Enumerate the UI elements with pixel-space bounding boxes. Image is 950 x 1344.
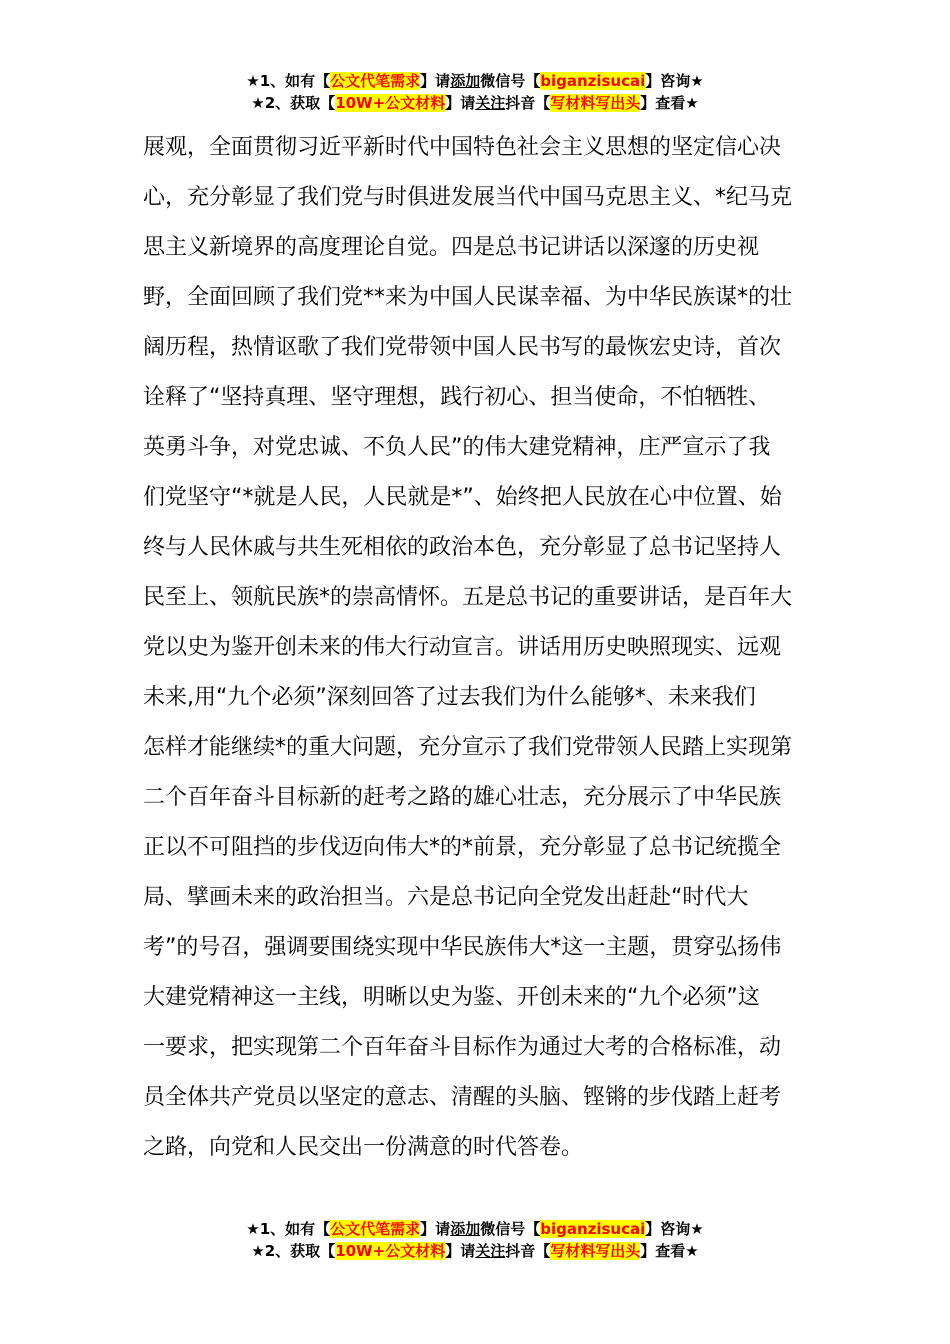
banner-line-2-mid2: 抖音【 (505, 94, 551, 112)
body-line: 未来,用“九个必须”深刻回答了过去我们为什么能够*、未来我们 (143, 685, 756, 710)
body-line: 思主义新境界的高度理论自觉。四是总书记讲话以深邃的历史视 (143, 235, 760, 260)
banner-line-1 (0, 70, 950, 92)
body-line: 民至上、领航民族*的崇高情怀。五是总书记的重要讲话，是百年大 (143, 585, 793, 610)
footer-highlight-service: 公文代笔需求 (330, 1220, 421, 1238)
footer-underline-add: 添加 (450, 1220, 481, 1238)
body-line: 局、擘画未来的政治担当。六是总书记向全党发出赶赴“时代大 (143, 885, 749, 910)
body-line: 诠释了“坚持真理、坚守理想，践行初心、担当使命，不怕牺牲、 (143, 385, 771, 410)
banner-underline-add: 添加 (450, 72, 481, 90)
body-line: 员全体共产党员以坚定的意志、清醒的头脑、铿锵的步伐踏上赶考 (143, 1085, 782, 1110)
body-line: 们党坚守“*就是人民，人民就是*”、始终把人民放在心中位置、始 (143, 485, 782, 510)
footer-line-2-prefix: ★2、获取【 (251, 1242, 336, 1260)
body-line: 考”的号召，强调要围绕实现中华民族伟大*这一主题，贯穿弘扬伟 (143, 935, 782, 960)
body-line: 大建党精神这一主线，明晰以史为鉴、开创未来的“九个必须”这 (143, 985, 760, 1010)
banner-line-1-mid2: 微信号【 (480, 72, 541, 90)
body-line: 一要求，把实现第二个百年奋斗目标作为通过大考的合格标准，动 (143, 1035, 782, 1060)
header-banner (0, 70, 950, 114)
footer-line-1-mid: 】请 (420, 1220, 451, 1238)
document-body (143, 123, 813, 1173)
banner-line-2 (0, 92, 950, 114)
footer-highlight-wechat-id: biganzisucai (540, 1220, 646, 1238)
banner-highlight-douyin-id: 写材料写出头 (550, 94, 641, 112)
banner-line-1-prefix: ★1、如有【 (246, 72, 331, 90)
footer-line-2-mid: 】请 (445, 1242, 476, 1260)
footer-line-1-suffix: 】咨询★ (645, 1220, 704, 1238)
body-line: 阔历程，热情讴歌了我们党带领中国人民书写的最恢宏史诗，首次 (143, 335, 782, 360)
footer-banner-line-1 (0, 1218, 950, 1240)
footer-highlight-douyin-id: 写材料写出头 (550, 1242, 641, 1260)
footer-line-2-mid2: 抖音【 (505, 1242, 551, 1260)
body-line: 展观，全面贯彻习近平新时代中国特色社会主义思想的坚定信心决 (143, 135, 782, 160)
footer-line-1-prefix: ★1、如有【 (246, 1220, 331, 1238)
banner-line-2-mid: 】请 (445, 94, 476, 112)
body-line: 英勇斗争，对党忠诚、不负人民”的伟大建党精神，庄严宣示了我 (143, 435, 771, 460)
footer-line-2-suffix: 】查看★ (640, 1242, 699, 1260)
body-line: 野，全面回顾了我们党**来为中国人民谋幸福、为中华民族谋*的壮 (143, 285, 793, 310)
body-line: 党以史为鉴开创未来的伟大行动宣言。讲话用历史映照现实、远观 (143, 635, 782, 660)
body-line: 正以不可阻挡的步伐迈向伟大*的*前景，充分彰显了总书记统揽全 (143, 835, 782, 860)
body-line: 怎样才能继续*的重大问题，充分宣示了我们党带领人民踏上实现第 (143, 735, 793, 760)
banner-highlight-materials: 10W+公文材料 (335, 94, 446, 112)
footer-underline-follow: 关注 (475, 1242, 506, 1260)
footer-banner (0, 1218, 950, 1262)
banner-line-1-suffix: 】咨询★ (645, 72, 704, 90)
banner-line-1-mid: 】请 (420, 72, 451, 90)
banner-line-2-prefix: ★2、获取【 (251, 94, 336, 112)
banner-highlight-wechat-id: biganzisucai (540, 72, 646, 90)
body-line: 二个百年奋斗目标新的赶考之路的雄心壮志，充分展示了中华民族 (143, 785, 782, 810)
footer-highlight-materials: 10W+公文材料 (335, 1242, 446, 1260)
banner-line-2-suffix: 】查看★ (640, 94, 699, 112)
footer-banner-line-2 (0, 1240, 950, 1262)
banner-highlight-service: 公文代笔需求 (330, 72, 421, 90)
footer-line-1-mid2: 微信号【 (480, 1220, 541, 1238)
body-line: 之路，向党和人民交出一份满意的时代答卷。 (143, 1135, 584, 1160)
body-line: 心，充分彰显了我们党与时俱进发展当代中国马克思主义、*纪马克 (143, 185, 793, 210)
body-line: 终与人民休戚与共生死相依的政治本色，充分彰显了总书记坚持人 (143, 535, 782, 560)
banner-underline-follow: 关注 (475, 94, 506, 112)
